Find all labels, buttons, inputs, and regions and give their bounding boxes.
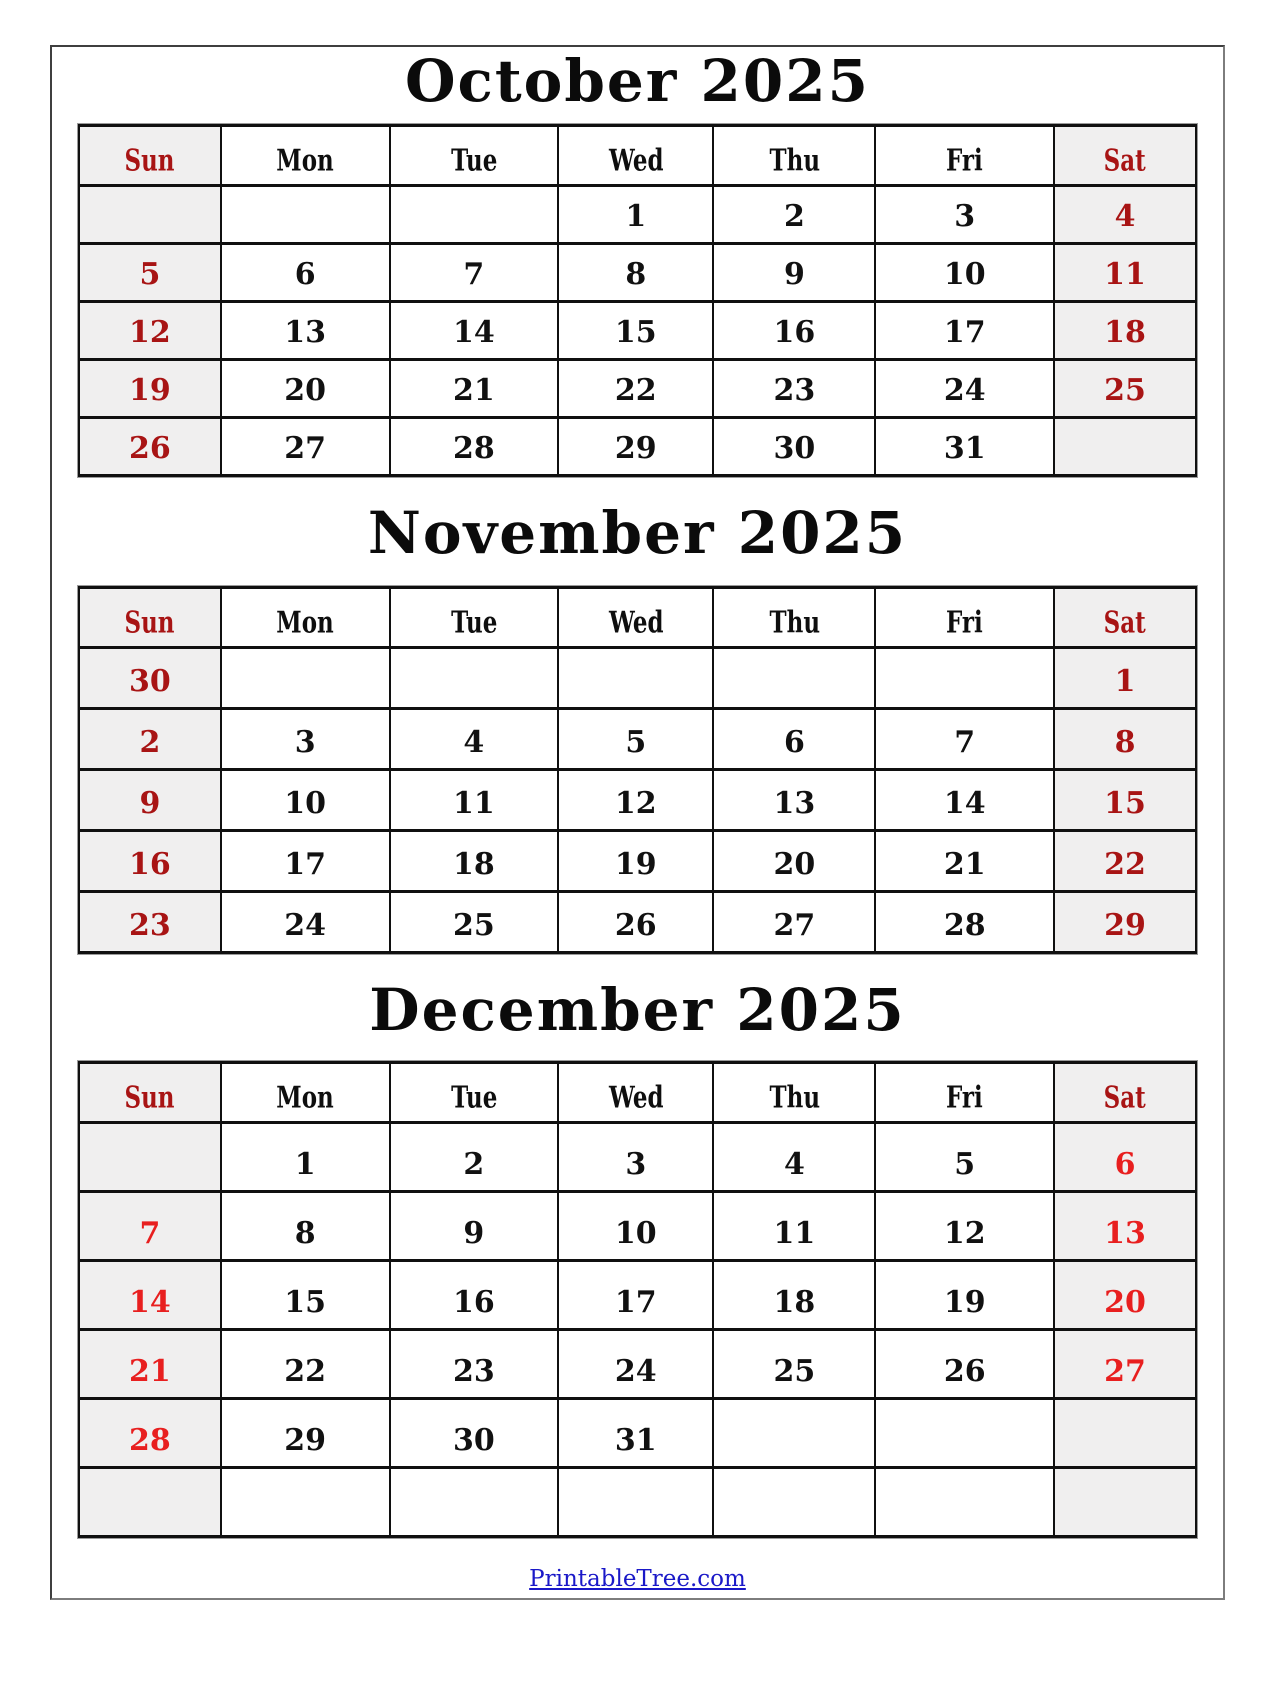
date-cell: 4 xyxy=(713,1122,875,1191)
month-title-december: December 2025 xyxy=(369,975,906,1044)
week-row xyxy=(79,1467,1196,1536)
date-cell: 9 xyxy=(390,1191,559,1260)
date-cell: 7 xyxy=(875,708,1054,769)
day-header-wed: Wed xyxy=(558,587,713,647)
date-cell: 20 xyxy=(221,359,390,417)
date-cell: 28 xyxy=(875,891,1054,952)
day-header-row xyxy=(79,1062,1196,1122)
date-cell: 28 xyxy=(79,1398,221,1467)
footer-site-link[interactable]: PrintableTree.com xyxy=(529,1565,746,1592)
date-cell: 31 xyxy=(875,417,1054,475)
date-cell: 20 xyxy=(713,830,875,891)
month-section-december xyxy=(52,975,1223,1538)
date-cell: 22 xyxy=(221,1329,390,1398)
week-row xyxy=(79,1191,1196,1260)
date-cell: 3 xyxy=(875,185,1054,243)
date-cell: 28 xyxy=(390,417,559,475)
empty-cell xyxy=(79,185,221,243)
date-cell: 29 xyxy=(1054,891,1196,952)
week-row xyxy=(79,1122,1196,1191)
date-cell: 1 xyxy=(221,1122,390,1191)
date-cell: 1 xyxy=(1054,647,1196,708)
date-cell: 19 xyxy=(558,830,713,891)
date-cell: 8 xyxy=(1054,708,1196,769)
day-header-row xyxy=(79,125,1196,185)
date-cell: 23 xyxy=(79,891,221,952)
day-header-sun: Sun xyxy=(79,125,221,185)
date-cell: 31 xyxy=(558,1398,713,1467)
day-header-fri: Fri xyxy=(875,587,1054,647)
date-cell: 13 xyxy=(713,769,875,830)
empty-cell xyxy=(79,1467,221,1536)
day-header-tue: Tue xyxy=(390,125,559,185)
footer xyxy=(52,1566,1223,1592)
week-row xyxy=(79,830,1196,891)
date-cell: 11 xyxy=(390,769,559,830)
date-cell: 2 xyxy=(390,1122,559,1191)
date-cell: 21 xyxy=(875,830,1054,891)
empty-cell xyxy=(221,1467,390,1536)
day-header-thu: Thu xyxy=(713,1062,875,1122)
empty-cell xyxy=(79,1122,221,1191)
date-cell: 3 xyxy=(221,708,390,769)
date-cell: 26 xyxy=(558,891,713,952)
empty-cell xyxy=(1054,417,1196,475)
date-cell: 5 xyxy=(875,1122,1054,1191)
day-header-fri: Fri xyxy=(875,125,1054,185)
empty-cell xyxy=(390,1467,559,1536)
date-cell: 13 xyxy=(221,301,390,359)
empty-cell xyxy=(221,647,390,708)
empty-cell xyxy=(558,1467,713,1536)
week-row xyxy=(79,708,1196,769)
empty-cell xyxy=(221,185,390,243)
empty-cell xyxy=(558,647,713,708)
empty-cell xyxy=(713,1398,875,1467)
date-cell: 27 xyxy=(221,417,390,475)
date-cell: 11 xyxy=(713,1191,875,1260)
day-header-thu: Thu xyxy=(713,587,875,647)
month-section-october xyxy=(52,47,1223,477)
date-cell: 10 xyxy=(221,769,390,830)
date-cell: 18 xyxy=(713,1260,875,1329)
date-grid-october xyxy=(79,185,1196,475)
date-cell: 27 xyxy=(713,891,875,952)
week-row xyxy=(79,359,1196,417)
month-section-november xyxy=(52,498,1223,954)
date-cell: 15 xyxy=(1054,769,1196,830)
date-cell: 29 xyxy=(221,1398,390,1467)
date-grid-november xyxy=(79,647,1196,952)
week-row xyxy=(79,769,1196,830)
day-header-mon: Mon xyxy=(221,1062,390,1122)
date-cell: 23 xyxy=(390,1329,559,1398)
week-row xyxy=(79,185,1196,243)
date-cell: 9 xyxy=(713,243,875,301)
date-cell: 29 xyxy=(558,417,713,475)
date-cell: 30 xyxy=(713,417,875,475)
day-header-sat: Sat xyxy=(1054,1062,1196,1122)
date-cell: 7 xyxy=(390,243,559,301)
day-header-mon: Mon xyxy=(221,125,390,185)
date-cell: 12 xyxy=(875,1191,1054,1260)
date-cell: 17 xyxy=(221,830,390,891)
date-cell: 14 xyxy=(79,1260,221,1329)
date-cell: 30 xyxy=(390,1398,559,1467)
date-cell: 15 xyxy=(221,1260,390,1329)
empty-cell xyxy=(713,1467,875,1536)
empty-cell xyxy=(875,647,1054,708)
date-cell: 17 xyxy=(558,1260,713,1329)
date-cell: 8 xyxy=(558,243,713,301)
week-row xyxy=(79,417,1196,475)
date-cell: 24 xyxy=(875,359,1054,417)
date-cell: 6 xyxy=(1054,1122,1196,1191)
date-cell: 4 xyxy=(390,708,559,769)
date-cell: 16 xyxy=(713,301,875,359)
date-cell: 30 xyxy=(79,647,221,708)
date-cell: 25 xyxy=(713,1329,875,1398)
empty-cell xyxy=(875,1467,1054,1536)
date-cell: 17 xyxy=(875,301,1054,359)
date-cell: 6 xyxy=(221,243,390,301)
week-row xyxy=(79,243,1196,301)
date-cell: 12 xyxy=(79,301,221,359)
date-cell: 5 xyxy=(79,243,221,301)
day-header-sat: Sat xyxy=(1054,587,1196,647)
date-cell: 16 xyxy=(390,1260,559,1329)
day-header-wed: Wed xyxy=(558,125,713,185)
date-cell: 26 xyxy=(875,1329,1054,1398)
calendar-table-december xyxy=(78,1061,1197,1538)
date-cell: 14 xyxy=(390,301,559,359)
empty-cell xyxy=(390,647,559,708)
date-cell: 5 xyxy=(558,708,713,769)
date-cell: 18 xyxy=(1054,301,1196,359)
date-cell: 13 xyxy=(1054,1191,1196,1260)
date-cell: 22 xyxy=(558,359,713,417)
date-cell: 25 xyxy=(1054,359,1196,417)
date-cell: 24 xyxy=(558,1329,713,1398)
day-header-sat: Sat xyxy=(1054,125,1196,185)
day-header-sun: Sun xyxy=(79,1062,221,1122)
calendar-table-november xyxy=(78,586,1197,954)
date-cell: 27 xyxy=(1054,1329,1196,1398)
empty-cell xyxy=(390,185,559,243)
date-cell: 15 xyxy=(558,301,713,359)
week-row xyxy=(79,1398,1196,1467)
date-cell: 16 xyxy=(79,830,221,891)
date-cell: 24 xyxy=(221,891,390,952)
date-grid-december xyxy=(79,1122,1196,1536)
date-cell: 8 xyxy=(221,1191,390,1260)
date-cell: 21 xyxy=(390,359,559,417)
date-cell: 25 xyxy=(390,891,559,952)
date-cell: 19 xyxy=(79,359,221,417)
date-cell: 26 xyxy=(79,417,221,475)
date-cell: 4 xyxy=(1054,185,1196,243)
date-cell: 1 xyxy=(558,185,713,243)
week-row xyxy=(79,1329,1196,1398)
date-cell: 18 xyxy=(390,830,559,891)
empty-cell xyxy=(1054,1467,1196,1536)
week-row xyxy=(79,301,1196,359)
day-header-wed: Wed xyxy=(558,1062,713,1122)
month-title-october: October 2025 xyxy=(405,47,870,115)
date-cell: 10 xyxy=(875,243,1054,301)
empty-cell xyxy=(713,647,875,708)
day-header-mon: Mon xyxy=(221,587,390,647)
day-header-thu: Thu xyxy=(713,125,875,185)
day-header-row xyxy=(79,587,1196,647)
week-row xyxy=(79,647,1196,708)
day-header-tue: Tue xyxy=(390,1062,559,1122)
day-header-sun: Sun xyxy=(79,587,221,647)
empty-cell xyxy=(1054,1398,1196,1467)
date-cell: 10 xyxy=(558,1191,713,1260)
calendar-page xyxy=(50,45,1225,1600)
date-cell: 3 xyxy=(558,1122,713,1191)
date-cell: 6 xyxy=(713,708,875,769)
date-cell: 23 xyxy=(713,359,875,417)
week-row xyxy=(79,1260,1196,1329)
day-header-tue: Tue xyxy=(390,587,559,647)
date-cell: 2 xyxy=(713,185,875,243)
date-cell: 11 xyxy=(1054,243,1196,301)
month-title-november: November 2025 xyxy=(367,498,908,567)
date-cell: 22 xyxy=(1054,830,1196,891)
date-cell: 12 xyxy=(558,769,713,830)
date-cell: 7 xyxy=(79,1191,221,1260)
empty-cell xyxy=(875,1398,1054,1467)
date-cell: 9 xyxy=(79,769,221,830)
calendar-table-october xyxy=(78,124,1197,477)
date-cell: 2 xyxy=(79,708,221,769)
date-cell: 19 xyxy=(875,1260,1054,1329)
day-header-fri: Fri xyxy=(875,1062,1054,1122)
week-row xyxy=(79,891,1196,952)
date-cell: 14 xyxy=(875,769,1054,830)
date-cell: 20 xyxy=(1054,1260,1196,1329)
date-cell: 21 xyxy=(79,1329,221,1398)
